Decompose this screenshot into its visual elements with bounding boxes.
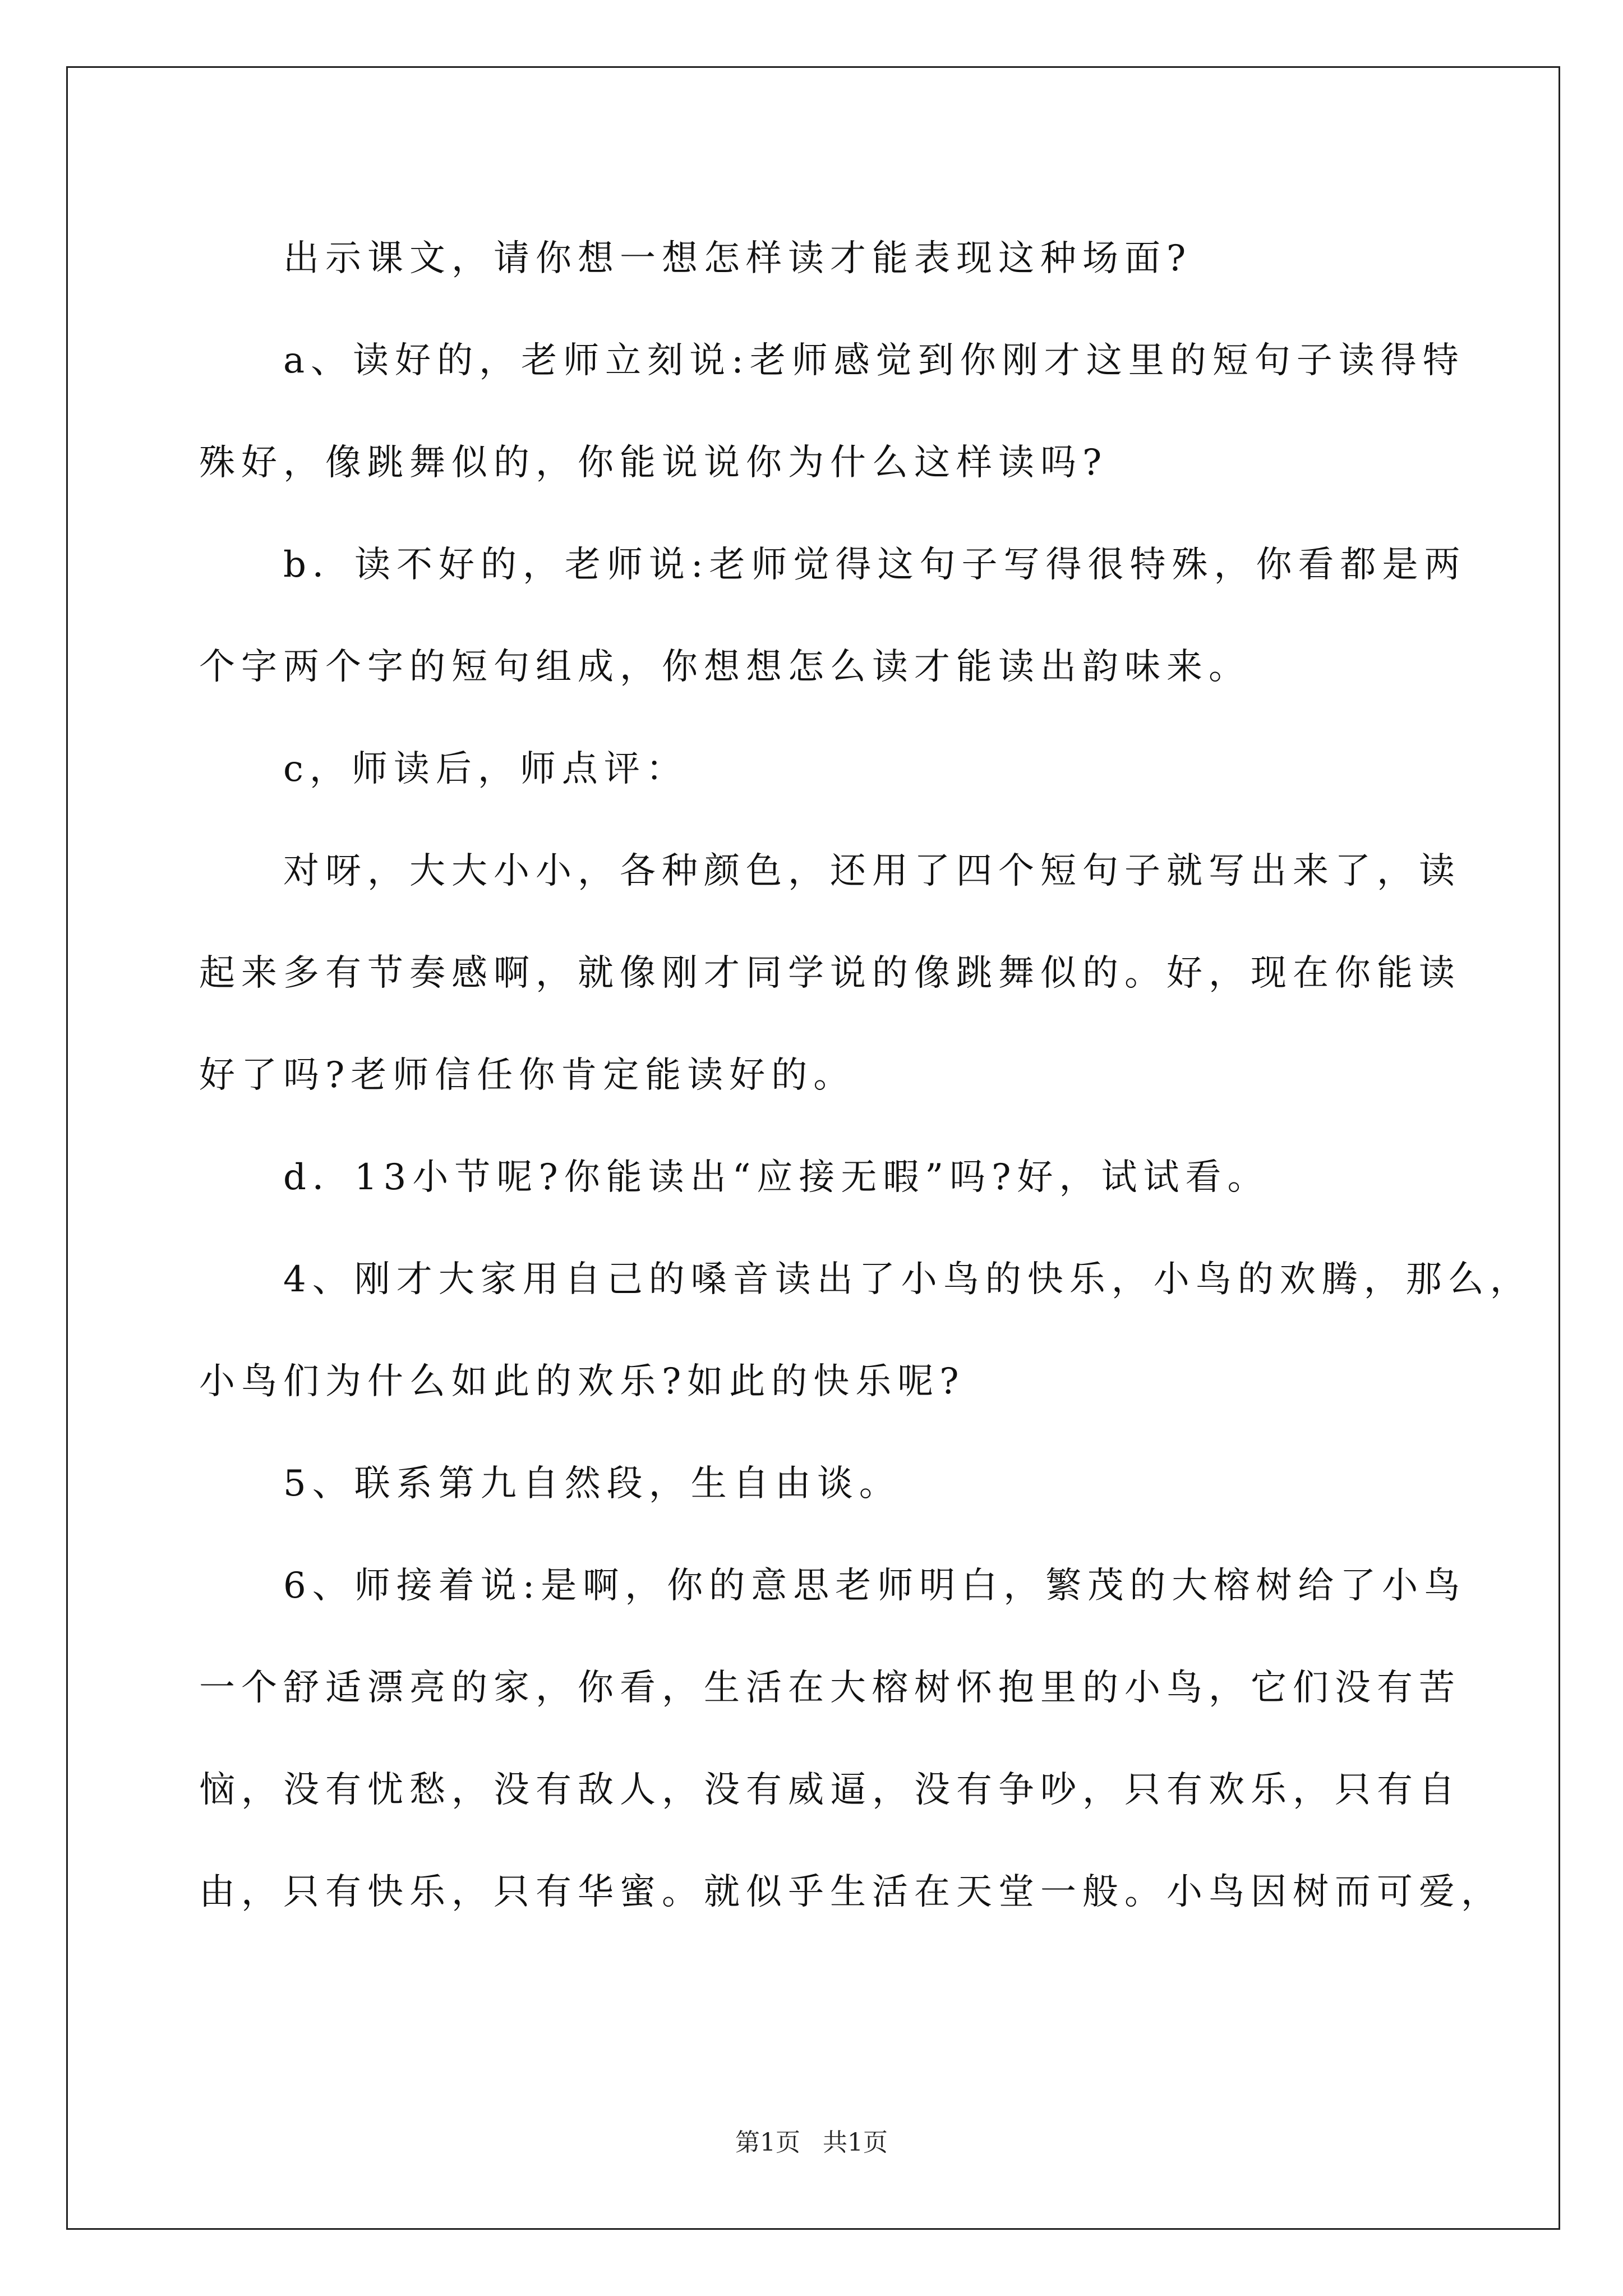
page-total: 共1页 xyxy=(823,2128,888,2157)
text-line: 由，只有快乐，只有华蜜。就似乎生活在天堂一般。小鸟因树而可爱， xyxy=(199,1871,1503,1913)
text-line: 起来多有节奏感啊，就像刚才同学说的像跳舞似的。好，现在你能读 xyxy=(199,953,1461,994)
text-line: 好了吗?老师信任你肯定能读好的。 xyxy=(199,1055,856,1096)
text-line: 个字两个字的短句组成，你想想怎么读才能读出韵味来。 xyxy=(199,646,1251,688)
page-number: 第1页 xyxy=(735,2128,800,2157)
text-line: 对呀，大大小小，各种颜色，还用了四个短句子就写出来了，读 xyxy=(283,850,1461,892)
text-line: a、读好的，老师立刻说:老师感觉到你刚才这里的短句子读得特 xyxy=(283,340,1465,381)
text-line: 一个舒适漂亮的家，你看，生活在大榕树怀抱里的小鸟，它们没有苦 xyxy=(199,1667,1461,1709)
text-line: b．读不好的，老师说:老师觉得这句子写得很特殊，你看都是两 xyxy=(283,544,1467,586)
document-body xyxy=(199,208,1532,1943)
text-line: 5、联系第九自然段，生自由谈。 xyxy=(283,1463,901,1504)
text-line: 殊好，像跳舞似的，你能说说你为什么这样读吗? xyxy=(199,442,1108,484)
text-line: 小鸟们为什么如此的欢乐?如此的快乐呢? xyxy=(199,1361,965,1402)
text-line: 出示课文，请你想一想怎样读才能表现这种场面? xyxy=(283,238,1192,279)
text-line: 6、师接着说:是啊，你的意思老师明白，繁茂的大榕树给了小鸟 xyxy=(283,1565,1467,1607)
text-line: 恼，没有忧愁，没有敌人，没有威逼，没有争吵，只有欢乐，只有自 xyxy=(199,1769,1461,1811)
text-line: d．13小节呢?你能读出“应接无暇”吗?好，试试看。 xyxy=(283,1157,1270,1198)
text-line: c，师读后，师点评： xyxy=(283,748,688,790)
text-line: 4、刚才大家用自己的嗓音读出了小鸟的快乐，小鸟的欢腾，那么， xyxy=(283,1259,1532,1300)
page-footer xyxy=(0,2126,1623,2160)
